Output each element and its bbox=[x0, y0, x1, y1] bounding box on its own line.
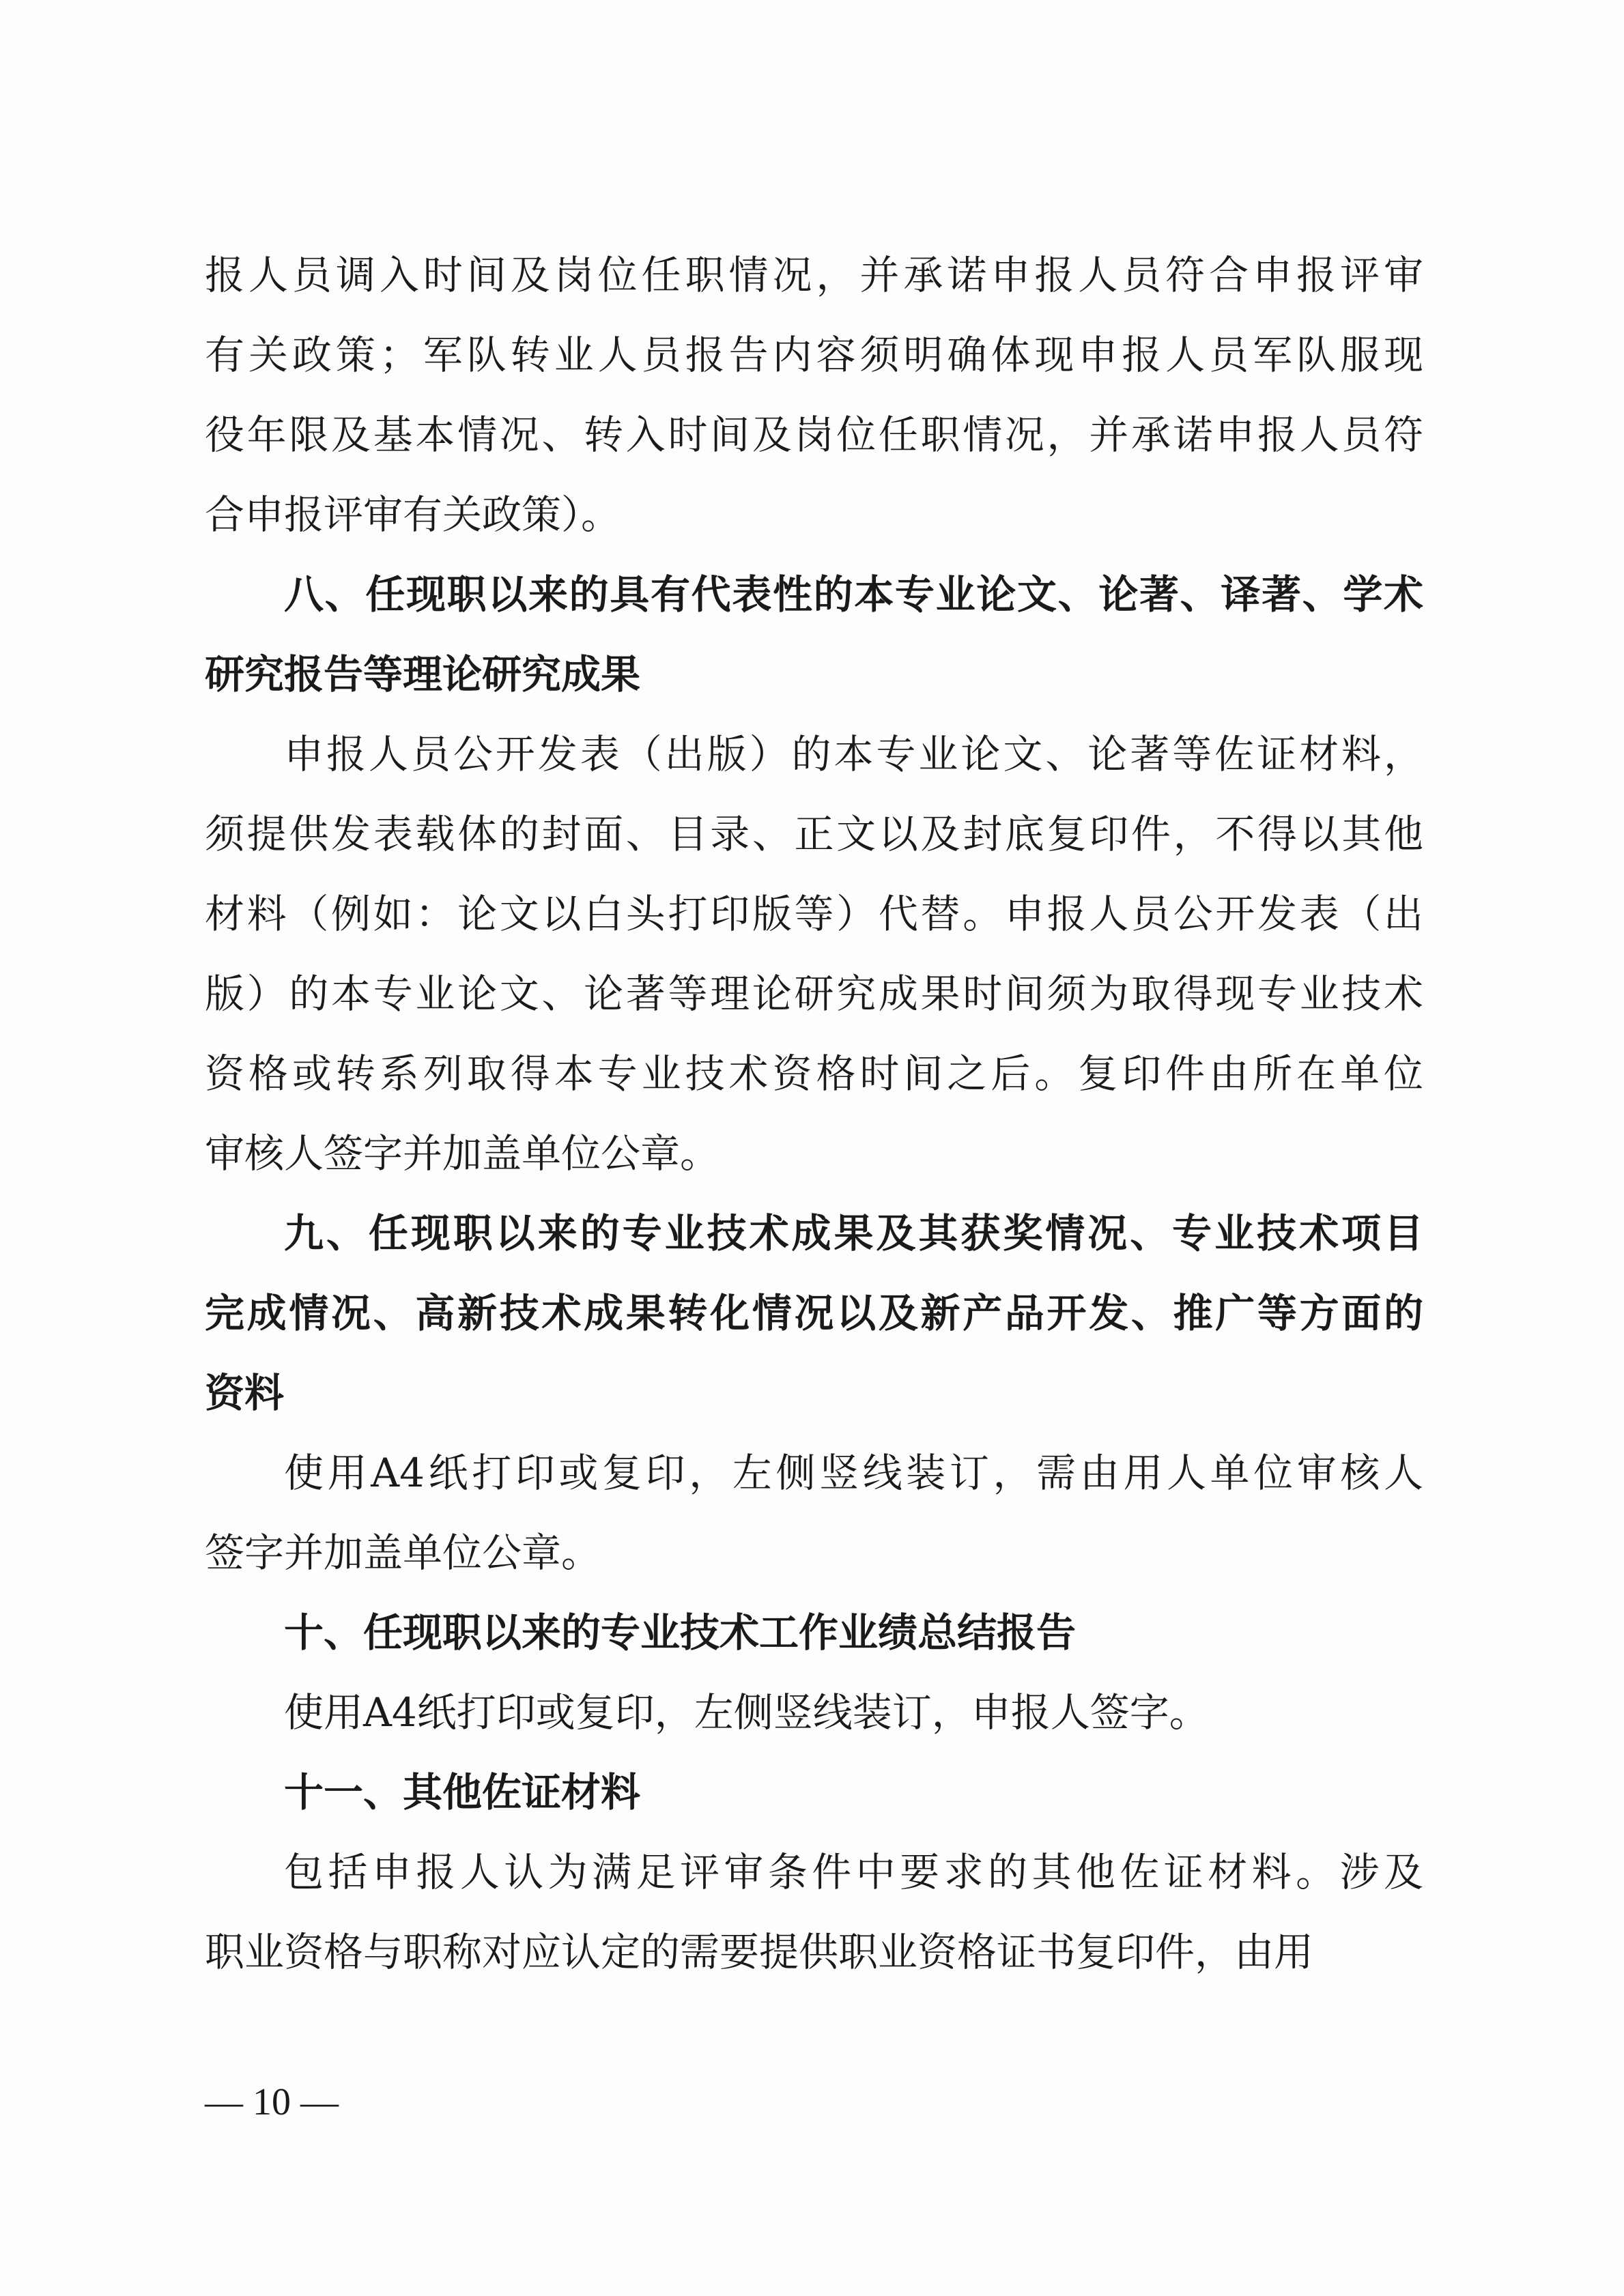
text-line: 报人员调入时间及岗位任职情况，并承诺申报人员符合申报评审 bbox=[205, 252, 1423, 298]
text-line: 包括申报人认为满足评审条件中要求的其他佐证材料。涉及 bbox=[284, 1849, 1423, 1895]
heading-line: 完成情况、高新技术成果转化情况以及新产品开发、推广等方面的 bbox=[205, 1290, 1423, 1336]
heading-line: 资料 bbox=[205, 1370, 285, 1416]
heading-line: 九、任现职以来的专业技术成果及其获奖情况、专业技术项目 bbox=[284, 1210, 1423, 1257]
text-line: 有关政策；军队转业人员报告内容须明确体现申报人员军队服现 bbox=[205, 332, 1423, 378]
text-line: 材料（例如：论文以白头打印版等）代替。申报人员公开发表（出 bbox=[205, 891, 1423, 937]
text-line: 须提供发表载体的封面、目录、正文以及封底复印件，不得以其他 bbox=[205, 811, 1423, 857]
text-line: 职业资格与职称对应认定的需要提供职业资格证书复印件，由用 bbox=[205, 1929, 1314, 1975]
section-heading bbox=[205, 555, 1423, 715]
text-line: 申报人员公开发表（出版）的本专业论文、论著等佐证材料， bbox=[284, 731, 1423, 777]
paragraph bbox=[205, 1673, 1423, 1753]
text-line: 资格或转系列取得本专业技术资格时间之后。复印件由所在单位 bbox=[205, 1050, 1423, 1097]
section-heading bbox=[205, 1194, 1423, 1433]
paragraph bbox=[205, 715, 1423, 1194]
text-line: 签字并加盖单位公章。 bbox=[205, 1530, 601, 1576]
heading-line: 八、任现职以来的具有代表性的本专业论文、论著、译著、学术 bbox=[284, 571, 1423, 618]
text-line: 役年限及基本情况、转入时间及岗位任职情况，并承诺申报人员符 bbox=[205, 412, 1423, 458]
section-heading bbox=[205, 1753, 1423, 1833]
paragraph bbox=[205, 1433, 1423, 1593]
text-line: 使用A4纸打印或复印，左侧竖线装订，需由用人单位审核人 bbox=[284, 1450, 1423, 1496]
text-line: 审核人签字并加盖单位公章。 bbox=[205, 1130, 720, 1177]
text-line: 版）的本专业论文、论著等理论研究成果时间须为取得现专业技术 bbox=[205, 971, 1423, 1017]
text-line: 使用A4纸打印或复印，左侧竖线装订，申报人签字。 bbox=[284, 1689, 1209, 1736]
heading-line: 研究报告等理论研究成果 bbox=[205, 651, 641, 698]
heading-line: 十一、其他佐证材料 bbox=[284, 1769, 641, 1816]
page-number: — 10 — bbox=[205, 2081, 339, 2123]
document-body bbox=[205, 235, 1423, 1992]
heading-line: 十、任现职以来的专业技术工作业绩总结报告 bbox=[284, 1609, 1077, 1656]
section-heading bbox=[205, 1593, 1423, 1673]
text-line: 合申报评审有关政策）。 bbox=[205, 491, 621, 538]
paragraph bbox=[205, 235, 1423, 555]
paragraph bbox=[205, 1833, 1423, 1992]
